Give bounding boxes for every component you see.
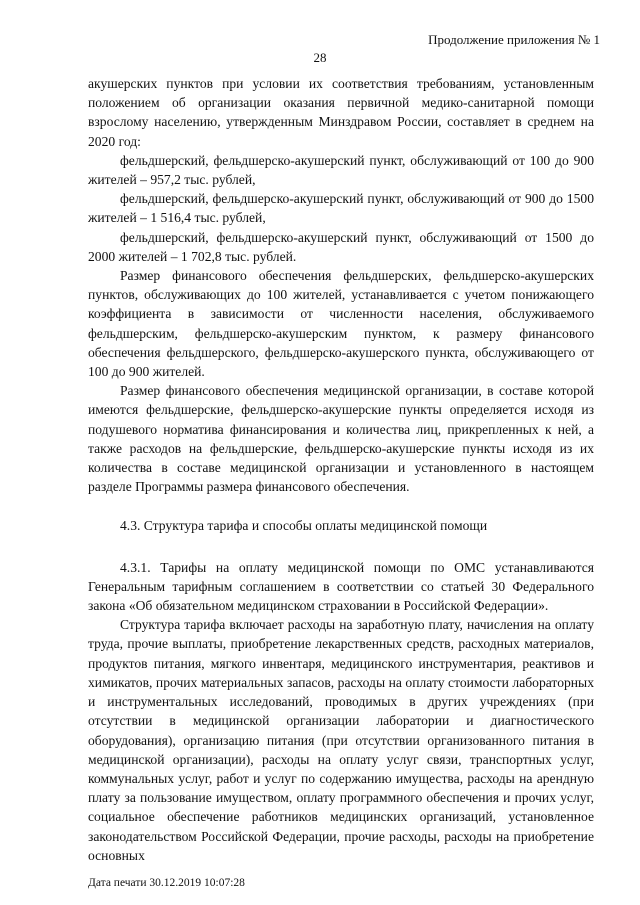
paragraph-tariffs: 4.3.1. Тарифы на оплату медицинской помощи по ОМС устанавливаются Генеральным тарифным соглашением в соответствии со статьей 30 Федерального закона «Об обязательном медицинском страховании в Российской Федерации». [88, 559, 594, 614]
paragraph-tariff-structure: Структура тарифа включает расходы на заработную плату, начисления на оплату труда, прочие выплаты, приобретение лекарственных средств, расходных материалов, продуктов питания, мягкого инвентаря, медицинского инструментария, реактивов и химикатов, прочих материальных запасов, расходы на оплату стоимости лабораторных и инструментальных исследований, проводимых в других учреждениях (при отсутствии в медицинской организации лаборатории и диагностического оборудования), организацию питания (при отсутствии организованного питания в медицинской организации), расходы на оплату услуг связи, транспортных услуг, коммунальных услуг, работ и услуг по содержанию имущества, расходы на арендную плату за пользование имуществом, оплату программного обеспечения и прочих услуг, социальное обеспечение работников медицинских организаций, установленное законодательством Российской Федерации, прочие расходы, расходы на приобретение основных [88, 617, 594, 863]
list-item-fap-100-900: фельдшерский, фельдшерско-акушерский пункт, обслуживающий от 100 до 900 жителей – 957,2 тыс. рублей, [88, 152, 594, 188]
paragraph-under-100: Размер финансового обеспечения фельдшерских, фельдшерско-акушерских пунктов, обслуживающих до 100 жителей, устанавливается с учетом понижающего коэффициента в зависимости от численности населения, обслуживаемого фельдшерским, фельдшерско-акушерским пунктом, к размеру финансового обеспечения фельдшерского, фельдшерско-акушерского пункта, обслуживающего от 100 до 900 жителей. [88, 268, 594, 380]
paragraph-intro: акушерских пунктов при условии их соответствия требованиям, установленным положением об организации оказания первичной медико-санитарной помощи взрослому населению, утвержденным Минздравом России, составляет в среднем на 2020 год: [88, 76, 594, 149]
paragraph-medical-organization: Размер финансового обеспечения медицинской организации, в составе которой имеются фельдшерские, фельдшерско-акушерские пункты определяется исходя из подушевого норматива финансирования и количества лиц, прикрепленных к ней, а также расходов на фельдшерские, фельдшерско-акушерские пункты исходя из их количества в составе медицинской организации и установленного в настоящем разделе Программы размера финансового обеспечения. [88, 383, 594, 495]
print-date: Дата печати 30.12.2019 10:07:28 [88, 877, 245, 889]
list-item-fap-1500-2000: фельдшерский, фельдшерско-акушерский пункт, обслуживающий от 1500 до 2000 жителей – 1 702,8 тыс. рублей. [88, 229, 594, 264]
section-heading: 4.3. Структура тарифа и способы оплаты медицинской помощи [120, 518, 488, 534]
list-item-fap-900-1500: фельдшерский, фельдшерско-акушерский пункт, обслуживающий от 900 до 1500 жителей – 1 516,4 тыс. рублей, [88, 191, 594, 226]
document-body [88, 74, 594, 865]
continuation-note: Продолжение приложения № 1 [428, 32, 600, 47]
page-number: 28 [313, 50, 327, 65]
